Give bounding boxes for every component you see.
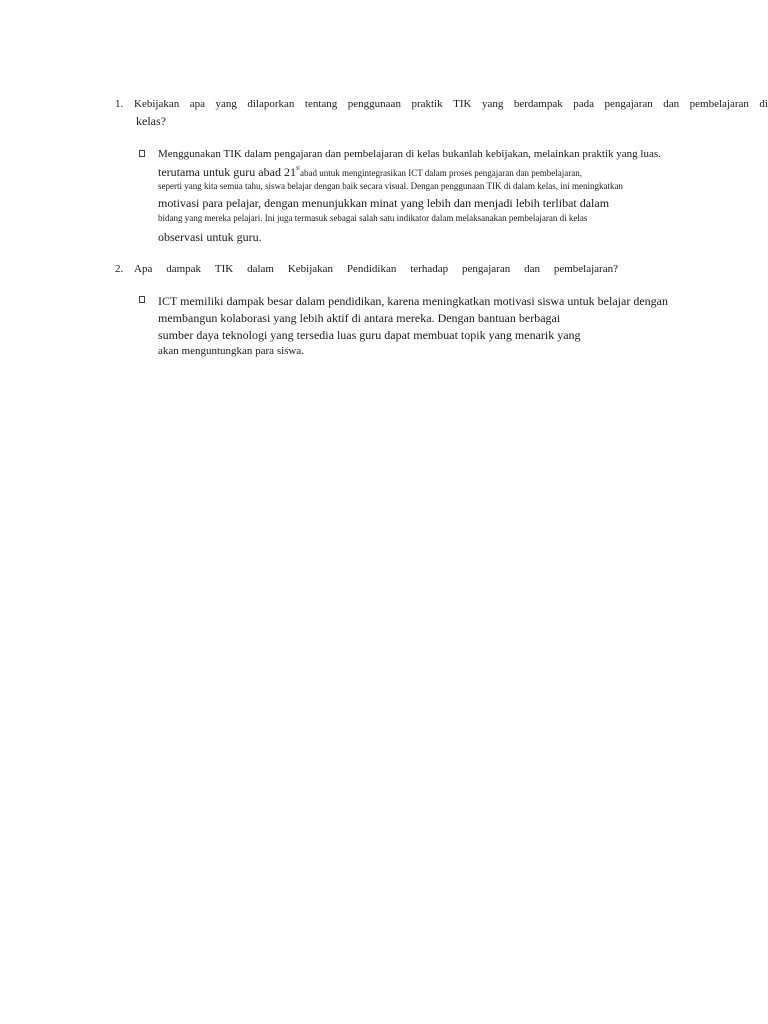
answer-1-line-3: seperti yang kita semua tahu, siswa belajar dengan baik secara visual. Dengan penggunaan TIK di dalam kelas, ini meningkatkan (158, 181, 623, 191)
bullet-icon (139, 150, 145, 157)
q2-word: dan (524, 263, 540, 275)
q1-word: apa (189, 98, 205, 110)
q1-word: praktik (411, 98, 443, 110)
answer-2-line-2: membangun kolaborasi yang lebih aktif di antara mereka. Dengan bantuan berbagai (158, 311, 561, 325)
q1-word: pada (573, 98, 594, 110)
answer-1-line-4: motivasi para pelajar, dengan menunjukkan minat yang lebih dan menjadi lebih terlibat dalam (158, 196, 610, 210)
q1-word: di (759, 98, 768, 110)
q1-word: pengajaran (604, 98, 653, 110)
q2-word: dampak (166, 263, 202, 275)
q2-word: dalam (247, 263, 274, 275)
bullet-icon (139, 296, 145, 303)
answer-2-line-3: sumber daya teknologi yang tersedia luas guru dapat membuat topik yang menarik yang (158, 328, 581, 342)
q2-word: terhadap (410, 263, 449, 275)
q1-word: Kebijakan (134, 98, 180, 110)
q1-word: TIK (453, 98, 472, 110)
q1-word: pembelajaran (689, 98, 749, 110)
question-2-number: 2. (115, 263, 124, 275)
question-1-text (134, 98, 768, 110)
q2-word: Kebijakan (287, 263, 334, 275)
q1-word: penggunaan (347, 98, 401, 110)
q2-word: Apa (134, 263, 153, 275)
answer-1-line-6: observasi untuk guru. (158, 230, 262, 244)
answer-1-line-2-sup: st (295, 165, 300, 172)
q1-word: dilaporkan (247, 98, 295, 110)
question-1-number: 1. (115, 98, 124, 110)
q1-word: yang (215, 98, 237, 110)
q1-word: dan (663, 98, 680, 110)
question-1-continuation: kelas? (136, 114, 166, 128)
q1-word: yang (481, 98, 504, 110)
answer-2-line-4: akan menguntungkan para siswa. (158, 345, 305, 357)
q1-word: berdampak (513, 98, 563, 110)
q1-word: tentang (304, 98, 338, 110)
q2-word: TIK (214, 263, 234, 275)
answer-1-line-2-b: abad untuk mengintegrasikan ICT dalam proses pengajaran dan pembelajaran, (299, 168, 582, 178)
q2-word: Pendidikan (346, 263, 397, 275)
answer-1-line-2-a: terutama untuk guru abad 21 (158, 165, 296, 179)
answer-1-line-2 (158, 163, 582, 181)
answer-1-line-5: bidang yang mereka pelajari. Ini juga termasuk sebagai salah satu indikator dalam melaksanakan pembelajaran di kelas (158, 213, 588, 223)
answer-1-line-1: Menggunakan TIK dalam pengajaran dan pembelajaran di kelas bukanlah kebijakan, melainkan praktik yang luas. (158, 148, 661, 160)
answer-2-line-1: ICT memiliki dampak besar dalam pendidikan, karena meningkatkan motivasi siswa untuk belajar dengan (158, 294, 668, 308)
question-2-text (134, 263, 618, 275)
q2-word: pengajaran (461, 263, 511, 275)
q2-word: pembelajaran? (553, 263, 618, 275)
